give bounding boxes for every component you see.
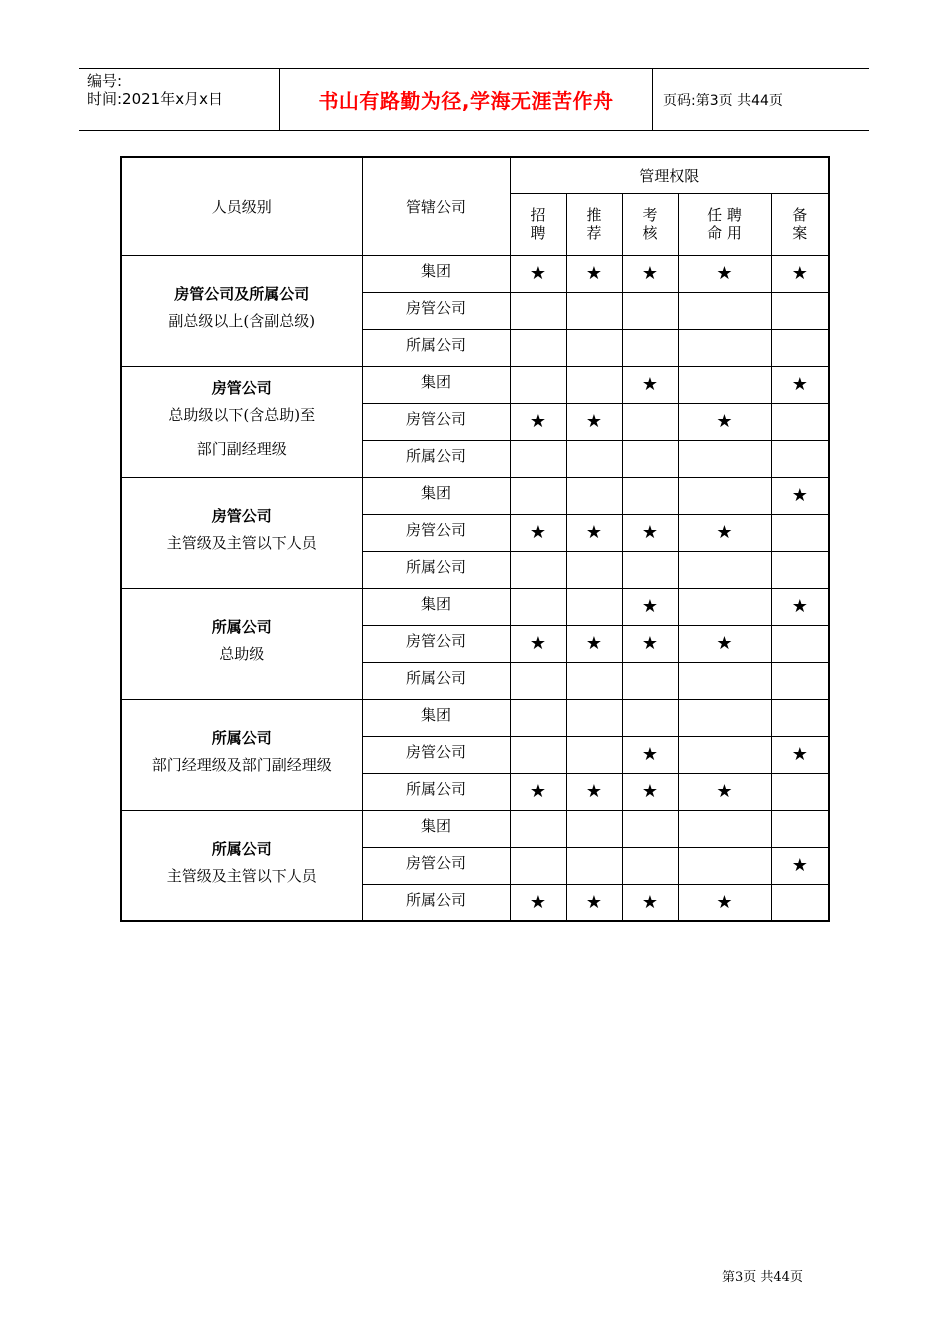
permission-header-line: 任 聘 <box>707 206 742 224</box>
permission-header-line: 推 <box>586 206 602 224</box>
level-title: 所属公司 <box>211 618 272 636</box>
permission-cell <box>622 403 678 440</box>
star-icon: ★ <box>716 411 733 432</box>
star-icon: ★ <box>585 522 603 543</box>
level-cell <box>121 588 362 699</box>
permission-cell <box>622 884 678 921</box>
star-icon: ★ <box>791 374 808 395</box>
company-cell: 集团 <box>362 588 510 625</box>
document-number-label: 编号: <box>87 72 123 90</box>
star-icon: ★ <box>585 411 603 432</box>
star-icon: ★ <box>791 596 808 617</box>
permission-header-recruit <box>510 193 566 255</box>
table-row <box>121 477 829 514</box>
permission-cell <box>566 440 622 477</box>
company-cell: 房管公司 <box>362 847 510 884</box>
permission-cell <box>622 551 678 588</box>
star-icon: ★ <box>641 263 659 284</box>
permission-cell <box>678 366 771 403</box>
permission-cell <box>622 736 678 773</box>
permission-cell <box>622 588 678 625</box>
permission-cell <box>678 884 771 921</box>
permission-cell <box>678 551 771 588</box>
permission-header-line: 案 <box>792 224 808 242</box>
level-cell <box>121 699 362 810</box>
header-meta <box>79 69 280 130</box>
permission-cell <box>771 884 829 921</box>
permission-cell <box>566 403 622 440</box>
permission-cell <box>510 477 566 514</box>
level-description <box>122 398 362 466</box>
level-description-line: 总助级以下(含总助)至 <box>168 406 316 424</box>
authority-table-wrapper <box>120 156 828 922</box>
level-description <box>122 637 362 671</box>
level-description <box>122 526 362 560</box>
permission-cell <box>771 329 829 366</box>
star-icon: ★ <box>585 263 603 284</box>
star-icon: ★ <box>791 485 808 506</box>
star-icon: ★ <box>641 781 659 802</box>
header-company: 管辖公司 <box>362 157 510 255</box>
authority-table-body <box>121 157 829 921</box>
authority-table <box>120 156 830 922</box>
permission-cell <box>622 699 678 736</box>
permission-cell <box>771 588 829 625</box>
permission-header-line: 命 用 <box>707 224 742 242</box>
company-cell: 所属公司 <box>362 440 510 477</box>
level-cell <box>121 366 362 477</box>
star-icon: ★ <box>791 263 808 284</box>
permission-cell <box>510 329 566 366</box>
company-cell: 集团 <box>362 255 510 292</box>
level-description-line: 副总级以上(含副总级) <box>168 312 316 330</box>
permission-cell <box>566 773 622 810</box>
permission-cell <box>771 773 829 810</box>
star-icon: ★ <box>791 855 808 876</box>
permission-cell <box>622 255 678 292</box>
company-cell: 房管公司 <box>362 403 510 440</box>
level-description-line: 总助级 <box>219 645 265 663</box>
level-cell <box>121 810 362 921</box>
star-icon: ★ <box>585 633 603 654</box>
permission-cell <box>678 588 771 625</box>
header-motto: 书山有路勤为径,学海无涯苦作舟 <box>318 89 614 113</box>
permission-cell <box>678 329 771 366</box>
permission-cell <box>510 625 566 662</box>
company-cell: 房管公司 <box>362 625 510 662</box>
permission-cell <box>622 625 678 662</box>
company-cell: 集团 <box>362 699 510 736</box>
permission-cell <box>771 403 829 440</box>
permission-cell <box>771 551 829 588</box>
permission-cell <box>771 625 829 662</box>
permission-cell <box>566 810 622 847</box>
level-title: 房管公司及所属公司 <box>174 285 310 303</box>
permission-cell <box>771 810 829 847</box>
permission-cell <box>678 736 771 773</box>
permission-header-line: 备 <box>792 206 808 224</box>
company-cell: 集团 <box>362 477 510 514</box>
permission-cell <box>678 514 771 551</box>
permission-cell <box>510 773 566 810</box>
header-authority: 管理权限 <box>510 157 829 193</box>
table-row <box>121 366 829 403</box>
permission-cell <box>678 255 771 292</box>
permission-header-record <box>771 193 829 255</box>
permission-cell <box>771 699 829 736</box>
permission-cell <box>566 477 622 514</box>
table-header-row <box>121 157 829 193</box>
permission-cell <box>622 366 678 403</box>
permission-header-line: 考 <box>642 206 658 224</box>
header-page-cell <box>653 69 869 130</box>
permission-cell <box>771 477 829 514</box>
level-title: 所属公司 <box>211 729 272 747</box>
table-row <box>121 588 829 625</box>
permission-cell <box>678 403 771 440</box>
permission-cell <box>510 847 566 884</box>
permission-cell <box>771 736 829 773</box>
star-icon: ★ <box>529 633 547 654</box>
permission-cell <box>510 662 566 699</box>
company-cell: 集团 <box>362 810 510 847</box>
table-row <box>121 699 829 736</box>
permission-cell <box>678 477 771 514</box>
star-icon: ★ <box>641 891 659 913</box>
page-header <box>79 68 869 131</box>
permission-cell <box>622 440 678 477</box>
star-icon: ★ <box>529 891 547 913</box>
table-row <box>121 810 829 847</box>
permission-cell <box>566 329 622 366</box>
permission-cell <box>771 662 829 699</box>
company-cell: 所属公司 <box>362 773 510 810</box>
permission-cell <box>678 292 771 329</box>
permission-cell <box>678 440 771 477</box>
permission-cell <box>622 292 678 329</box>
company-cell: 所属公司 <box>362 884 510 921</box>
company-cell: 房管公司 <box>362 292 510 329</box>
permission-cell <box>510 588 566 625</box>
permission-cell <box>678 662 771 699</box>
permission-cell <box>678 810 771 847</box>
company-cell: 房管公司 <box>362 736 510 773</box>
permission-cell <box>510 366 566 403</box>
permission-cell <box>771 440 829 477</box>
star-icon: ★ <box>641 374 659 395</box>
star-icon: ★ <box>641 633 659 654</box>
level-description <box>122 748 362 782</box>
star-icon: ★ <box>641 744 659 765</box>
permission-cell <box>510 551 566 588</box>
permission-cell <box>510 884 566 921</box>
level-title: 所属公司 <box>211 839 272 858</box>
company-cell: 集团 <box>362 366 510 403</box>
star-icon: ★ <box>716 522 733 543</box>
permission-cell <box>678 773 771 810</box>
permission-cell <box>622 477 678 514</box>
table-row <box>121 255 829 292</box>
permission-cell <box>510 514 566 551</box>
star-icon: ★ <box>529 411 547 432</box>
permission-cell <box>566 736 622 773</box>
permission-cell <box>771 366 829 403</box>
star-icon: ★ <box>791 744 808 765</box>
permission-cell <box>566 292 622 329</box>
permission-cell <box>510 403 566 440</box>
star-icon: ★ <box>529 263 547 284</box>
star-icon: ★ <box>716 781 733 802</box>
star-icon: ★ <box>585 781 603 802</box>
permission-cell <box>566 884 622 921</box>
permission-header-assess <box>622 193 678 255</box>
permission-cell <box>566 847 622 884</box>
permission-cell <box>510 699 566 736</box>
header-page-label: 页码:第3页 共44页 <box>663 92 783 109</box>
level-title: 房管公司 <box>211 379 272 397</box>
permission-header-line: 荐 <box>586 224 602 242</box>
level-description-line: 主管级及主管以下人员 <box>166 534 317 552</box>
document-time-label: 时间:2021年x月x日 <box>87 90 223 108</box>
level-description <box>122 304 362 338</box>
level-description-line: 部门副经理级 <box>196 440 287 458</box>
permission-header-line: 聘 <box>530 224 546 242</box>
permission-cell <box>622 847 678 884</box>
permission-header-recommend <box>566 193 622 255</box>
permission-cell <box>566 625 622 662</box>
permission-header-line: 招 <box>530 206 546 224</box>
permission-cell <box>510 255 566 292</box>
permission-cell <box>771 847 829 884</box>
permission-cell <box>510 736 566 773</box>
permission-cell <box>566 551 622 588</box>
company-cell: 所属公司 <box>362 329 510 366</box>
star-icon: ★ <box>716 633 733 654</box>
permission-cell <box>622 773 678 810</box>
permission-cell <box>566 588 622 625</box>
level-description-line: 部门经理级及部门副经理级 <box>151 756 332 774</box>
permission-cell <box>510 292 566 329</box>
permission-cell <box>566 255 622 292</box>
permission-header-appoint <box>678 193 771 255</box>
star-icon: ★ <box>641 596 659 617</box>
company-cell: 所属公司 <box>362 551 510 588</box>
level-cell <box>121 477 362 588</box>
level-description <box>122 859 362 893</box>
permission-cell <box>510 440 566 477</box>
star-icon: ★ <box>585 891 603 913</box>
level-description-line: 主管级及主管以下人员 <box>166 866 317 885</box>
permission-cell <box>771 514 829 551</box>
permission-cell <box>771 255 829 292</box>
permission-cell <box>622 329 678 366</box>
page-footer: 第3页 共44页 <box>722 1270 803 1285</box>
permission-cell <box>678 625 771 662</box>
star-icon: ★ <box>716 263 733 284</box>
permission-cell <box>510 810 566 847</box>
permission-header-line: 核 <box>642 224 658 242</box>
level-cell <box>121 255 362 366</box>
permission-cell <box>566 514 622 551</box>
permission-cell <box>622 662 678 699</box>
permission-cell <box>566 366 622 403</box>
company-cell: 房管公司 <box>362 514 510 551</box>
permission-cell <box>771 292 829 329</box>
star-icon: ★ <box>641 522 659 543</box>
permission-cell <box>622 810 678 847</box>
permission-cell <box>566 699 622 736</box>
star-icon: ★ <box>529 522 547 543</box>
company-cell: 所属公司 <box>362 662 510 699</box>
permission-cell <box>622 514 678 551</box>
level-title: 房管公司 <box>211 507 272 525</box>
permission-cell <box>678 699 771 736</box>
header-level: 人员级别 <box>121 157 362 255</box>
header-motto-cell <box>280 69 653 130</box>
permission-cell <box>566 662 622 699</box>
star-icon: ★ <box>529 781 547 802</box>
permission-cell <box>678 847 771 884</box>
star-icon: ★ <box>716 891 733 913</box>
